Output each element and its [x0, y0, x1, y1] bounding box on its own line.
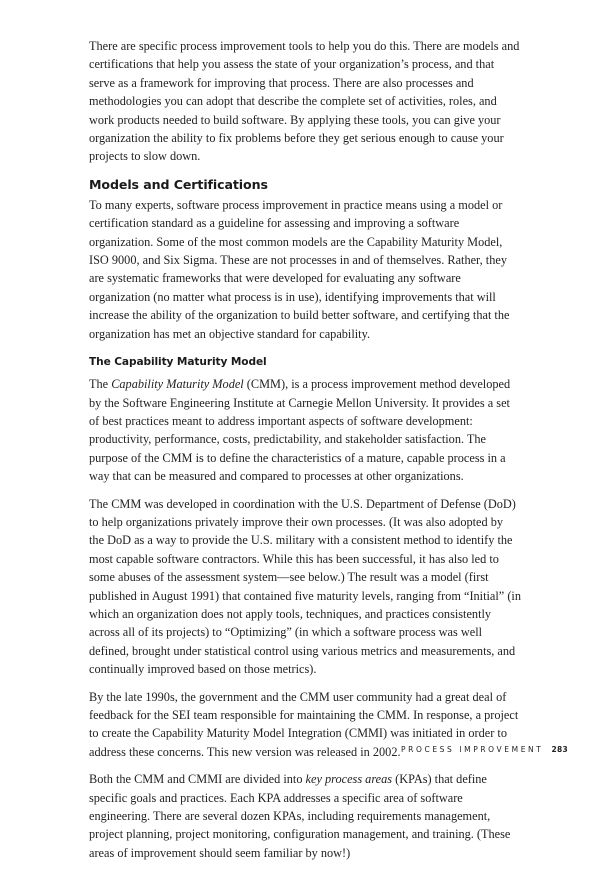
- cmmi-paragraph: By the late 1990s, the government and the CMM user community had a great deal of feedback for the SEI team responsible for maintaining the CMM. In response, a project to create the Capability Maturity Model Integration (CMMI) was initiated in order to address these concerns. This new version was released in 2002.: [89, 689, 519, 759]
- page-number: 283: [551, 745, 568, 754]
- page-footer: [401, 745, 568, 754]
- kpa-paragraph: [89, 770, 521, 862]
- kpa-text-before: Both the CMM and CMMI are divided into: [89, 772, 306, 787]
- models-paragraph: To many experts, software process improvement in practice means using a model or certification standard as a guideline for assessing and improving a software organization. Some of the most common models are the Capability Maturity Model, ISO 9000, and Six Sigma. These are not processes in and of themselves. Rather, they are systematic frameworks that were developed for evaluating any software organization (no matter what process is in use), identifying improvements that will increase the ability of the organization to build better software, and certifying that the organization has met an objective standard for capability.: [89, 197, 510, 341]
- kpa-term: key process areas: [305, 772, 393, 787]
- section-heading: Models and Certifications: [89, 176, 268, 192]
- intro-paragraph: There are specific process improvement tools to help you do this. There are models and certifications that help you assess the state of your organization’s process, and that serve as a framework for improving that process. There are also processes and methodologies you can adopt that describe the complete set of activities, roles, and work products needed to build software. By applying these tools, you can give your organization the ability to fix problems before they get serious enough to cause your projects to slow down.: [89, 39, 520, 164]
- cmm-history-paragraph: The CMM was developed in coordination with the U.S. Department of Defense (DoD) to help organizations privately improve their own processes. (It was also adopted by the DoD as a way to provide the U.S. military with a consistent method to identify the most capable software contractors. While this has been successful, it has also led to some abuses of the assessment system—see below.) The result was a model (first published in August 1991) that contained five maturity levels, ranging from “Initial” (in which an organization does not apply tools, techniques, and practices consistently across all of its projects) to “Optimizing” (in which a software process was well defined, brought under statistical control using various metrics and measurements, and continually improved based on those metrics).: [89, 496, 521, 677]
- cmm-term: Capability Maturity Model: [111, 377, 244, 392]
- kpa-text-after: (KPAs) that define specific goals and practices. Each KPA addresses a specific area of software engineering. There are several dozen KPAs, including requirements management, project planning, project monitoring, configuration management, and training. (These areas of improvement should seem familiar by now!): [89, 772, 511, 860]
- cmm-definition-paragraph: [89, 375, 521, 485]
- subsection-heading: The Capability Maturity Model: [89, 356, 267, 369]
- cmm-text-before: The: [89, 377, 112, 392]
- cmm-text-after: (CMM), is a process improvement method developed by the Software Engineering Institute at Carnegie Mellon University. It provides a set of best practices meant to address important aspects of software development: productivity, performance, costs, predictability, and stakeholder satisfaction. The purpose of the CMM is to define the characteristics of a mature, capable process in a way that can be measured and compared to processes at other organizations.: [89, 377, 511, 484]
- running-head: PROCESS IMPROVEMENT: [401, 745, 544, 754]
